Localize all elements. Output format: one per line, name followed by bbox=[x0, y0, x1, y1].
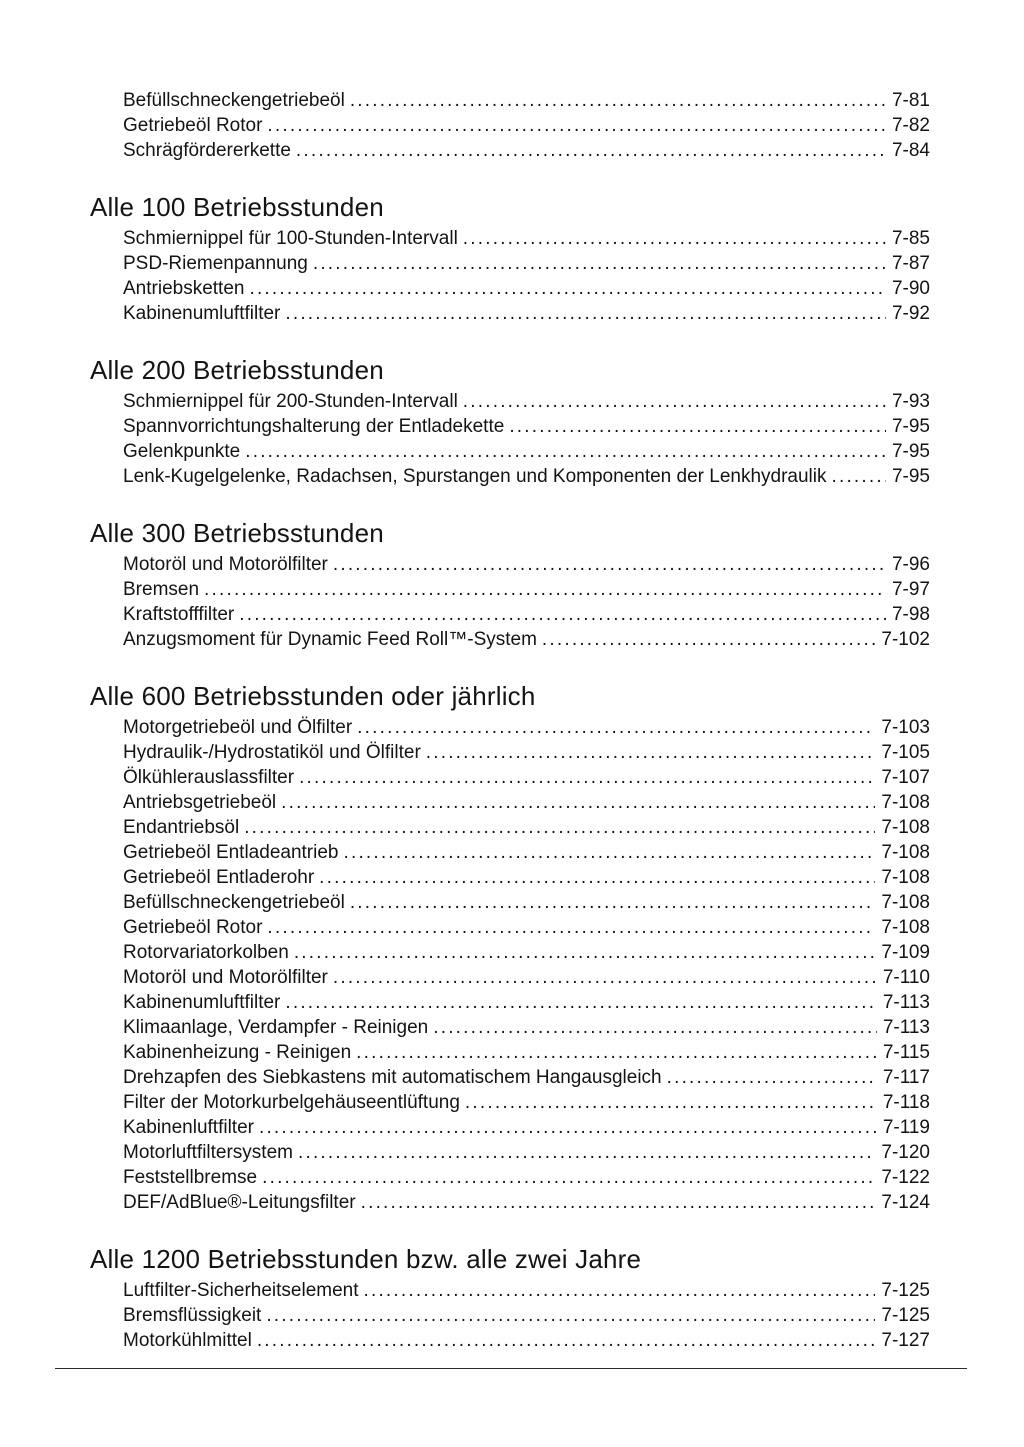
dot-leader bbox=[267, 915, 875, 940]
toc-entry bbox=[90, 1015, 930, 1040]
entry-label: DEF/AdBlue®-Leitungsfilter bbox=[123, 1192, 356, 1213]
entry-page-number: 7-90 bbox=[891, 278, 930, 299]
toc-entry bbox=[90, 965, 930, 990]
toc-entry bbox=[90, 740, 930, 765]
dot-leader bbox=[343, 840, 875, 865]
table-of-contents bbox=[90, 88, 930, 1353]
dot-leader bbox=[356, 1040, 877, 1065]
dot-leader bbox=[667, 1065, 877, 1090]
section-heading: Alle 300 Betriebsstunden bbox=[90, 518, 384, 548]
dot-leader bbox=[357, 715, 875, 740]
toc-entry bbox=[90, 439, 930, 464]
dot-leader bbox=[333, 965, 877, 990]
entry-label: PSD-Riemenpannung bbox=[123, 253, 308, 274]
toc-entry bbox=[90, 389, 930, 414]
entry-label: Motorgetriebeöl und Ölfilter bbox=[123, 717, 353, 738]
toc-entry bbox=[90, 627, 930, 652]
dot-leader bbox=[350, 890, 876, 915]
entry-label: Lenk-Kugelgelenke, Radachsen, Spurstangen und Komponenten der Lenkhydraulik bbox=[123, 466, 827, 487]
toc-entry bbox=[90, 464, 930, 489]
dot-leader bbox=[259, 1115, 877, 1140]
entry-page-number: 7-105 bbox=[881, 742, 930, 763]
entry-page-number: 7-125 bbox=[881, 1305, 930, 1326]
entry-label: Hydraulik-/Hydrostatiköl und Ölfilter bbox=[123, 742, 421, 763]
entry-page-number: 7-108 bbox=[881, 792, 930, 813]
entry-label: Schrägfördererkette bbox=[123, 140, 291, 161]
entry-label: Gelenkpunkte bbox=[123, 441, 241, 462]
toc-entry bbox=[90, 865, 930, 890]
toc-entry bbox=[90, 88, 930, 113]
toc-entry bbox=[90, 577, 930, 602]
entry-page-number: 7-95 bbox=[891, 441, 930, 462]
entry-label: Kabinenumluftfilter bbox=[123, 303, 281, 324]
dot-leader bbox=[298, 1140, 875, 1165]
dot-leader bbox=[262, 1165, 875, 1190]
footer-rule bbox=[55, 1368, 967, 1369]
dot-leader bbox=[257, 1328, 876, 1353]
toc-entry bbox=[90, 1278, 930, 1303]
dot-leader bbox=[285, 301, 886, 326]
entry-list bbox=[90, 715, 930, 1215]
dot-leader bbox=[296, 138, 886, 163]
entry-page-number: 7-117 bbox=[882, 1067, 930, 1088]
dot-leader bbox=[426, 740, 876, 765]
toc-entry bbox=[90, 251, 930, 276]
entry-label: Schmiernippel für 200-Stunden-Intervall bbox=[123, 391, 458, 412]
dot-leader bbox=[465, 1090, 877, 1115]
entry-page-number: 7-127 bbox=[881, 1330, 930, 1351]
toc-entry bbox=[90, 1328, 930, 1353]
entry-label: Befüllschneckengetriebeöl bbox=[123, 90, 345, 111]
entry-label: Kabinenheizung - Reinigen bbox=[123, 1042, 352, 1063]
entry-page-number: 7-108 bbox=[881, 917, 930, 938]
entry-page-number: 7-108 bbox=[881, 817, 930, 838]
entry-page-number: 7-119 bbox=[882, 1117, 930, 1138]
entry-page-number: 7-109 bbox=[881, 942, 930, 963]
entry-label: Getriebeöl Rotor bbox=[123, 917, 263, 938]
entry-page-number: 7-110 bbox=[882, 967, 930, 988]
dot-leader bbox=[832, 464, 886, 489]
dot-leader bbox=[299, 765, 875, 790]
toc-entry bbox=[90, 915, 930, 940]
dot-leader bbox=[542, 627, 875, 652]
entry-list bbox=[90, 389, 930, 489]
entry-page-number: 7-108 bbox=[881, 892, 930, 913]
entry-page-number: 7-102 bbox=[881, 629, 930, 650]
toc-entry bbox=[90, 715, 930, 740]
entry-page-number: 7-113 bbox=[882, 1017, 930, 1038]
toc-entry bbox=[90, 1040, 930, 1065]
dot-leader bbox=[319, 865, 875, 890]
toc-entry bbox=[90, 552, 930, 577]
toc-entry bbox=[90, 1140, 930, 1165]
dot-leader bbox=[463, 389, 886, 414]
entry-label: Motoröl und Motorölfilter bbox=[123, 554, 328, 575]
dot-leader bbox=[285, 990, 876, 1015]
toc-entry bbox=[90, 1115, 930, 1140]
toc-entry bbox=[90, 990, 930, 1015]
dot-leader bbox=[204, 577, 886, 602]
toc-entry bbox=[90, 890, 930, 915]
toc-entry bbox=[90, 1090, 930, 1115]
entry-label: Kabinenumluftfilter bbox=[123, 992, 281, 1013]
toc-section bbox=[90, 1243, 930, 1353]
entry-label: Feststellbremse bbox=[123, 1167, 258, 1188]
entry-page-number: 7-122 bbox=[881, 1167, 930, 1188]
entry-label: Bremsen bbox=[123, 579, 200, 600]
dot-leader bbox=[361, 1190, 876, 1215]
toc-entry bbox=[90, 138, 930, 163]
entry-page-number: 7-82 bbox=[891, 115, 930, 136]
entry-label: Anzugsmoment für Dynamic Feed Roll™-System bbox=[123, 629, 537, 650]
entry-label: Klimaanlage, Verdampfer - Reinigen bbox=[123, 1017, 429, 1038]
dot-leader bbox=[364, 1278, 876, 1303]
entry-label: Motoröl und Motorölfilter bbox=[123, 967, 328, 988]
toc-entry bbox=[90, 1165, 930, 1190]
toc-entry bbox=[90, 226, 930, 251]
toc-entry bbox=[90, 276, 930, 301]
entry-page-number: 7-92 bbox=[891, 303, 930, 324]
dot-leader bbox=[245, 439, 886, 464]
dot-leader bbox=[294, 940, 876, 965]
entry-page-number: 7-95 bbox=[891, 466, 930, 487]
entry-page-number: 7-103 bbox=[881, 717, 930, 738]
toc-entry bbox=[90, 815, 930, 840]
dot-leader bbox=[239, 602, 886, 627]
dot-leader bbox=[281, 790, 875, 815]
entry-label: Luftfilter-Sicherheitselement bbox=[123, 1280, 359, 1301]
entry-label: Motorluftfiltersystem bbox=[123, 1142, 293, 1163]
entry-label: Motorkühlmittel bbox=[123, 1330, 252, 1351]
entry-page-number: 7-97 bbox=[891, 579, 930, 600]
entry-page-number: 7-118 bbox=[882, 1092, 930, 1113]
section-heading: Alle 1200 Betriebsstunden bzw. alle zwei Jahre bbox=[90, 1244, 642, 1274]
dot-leader bbox=[463, 226, 886, 251]
section-heading: Alle 200 Betriebsstunden bbox=[90, 355, 384, 385]
toc-entry bbox=[90, 790, 930, 815]
toc-entry bbox=[90, 414, 930, 439]
entry-page-number: 7-96 bbox=[891, 554, 930, 575]
entry-label: Bremsflüssigkeit bbox=[123, 1305, 262, 1326]
entry-page-number: 7-108 bbox=[881, 842, 930, 863]
entry-page-number: 7-95 bbox=[891, 416, 930, 437]
entry-label: Antriebsgetriebeöl bbox=[123, 792, 277, 813]
entry-list bbox=[90, 552, 930, 652]
entry-page-number: 7-115 bbox=[882, 1042, 930, 1063]
toc-section bbox=[90, 88, 930, 163]
toc-entry bbox=[90, 113, 930, 138]
toc-section bbox=[90, 517, 930, 652]
entry-page-number: 7-81 bbox=[891, 90, 930, 111]
entry-list bbox=[90, 88, 930, 163]
dot-leader bbox=[267, 113, 886, 138]
entry-page-number: 7-85 bbox=[891, 228, 930, 249]
entry-page-number: 7-93 bbox=[891, 391, 930, 412]
entry-list bbox=[90, 1278, 930, 1353]
toc-entry bbox=[90, 1065, 930, 1090]
toc-entry bbox=[90, 765, 930, 790]
toc-entry bbox=[90, 1190, 930, 1215]
entry-label: Schmiernippel für 100-Stunden-Intervall bbox=[123, 228, 458, 249]
entry-label: Filter der Motorkurbelgehäuseentlüftung bbox=[123, 1092, 460, 1113]
entry-label: Getriebeöl Rotor bbox=[123, 115, 263, 136]
dot-leader bbox=[433, 1015, 877, 1040]
entry-label: Endantriebsöl bbox=[123, 817, 240, 838]
dot-leader bbox=[244, 815, 875, 840]
dot-leader bbox=[350, 88, 886, 113]
dot-leader bbox=[313, 251, 886, 276]
entry-page-number: 7-125 bbox=[881, 1280, 930, 1301]
entry-page-number: 7-108 bbox=[881, 867, 930, 888]
entry-label: Spannvorrichtungshalterung der Entladekette bbox=[123, 416, 505, 437]
toc-section bbox=[90, 680, 930, 1215]
toc-entry bbox=[90, 840, 930, 865]
entry-page-number: 7-84 bbox=[891, 140, 930, 161]
dot-leader bbox=[249, 276, 886, 301]
entry-page-number: 7-113 bbox=[882, 992, 930, 1013]
entry-page-number: 7-120 bbox=[881, 1142, 930, 1163]
entry-label: Getriebeöl Entladerohr bbox=[123, 867, 315, 888]
entry-label: Kabinenluftfilter bbox=[123, 1117, 254, 1138]
toc-entry bbox=[90, 602, 930, 627]
entry-page-number: 7-98 bbox=[891, 604, 930, 625]
entry-label: Kraftstofffilter bbox=[123, 604, 235, 625]
entry-label: Befüllschneckengetriebeöl bbox=[123, 892, 345, 913]
entry-label: Rotorvariatorkolben bbox=[123, 942, 289, 963]
dot-leader bbox=[333, 552, 886, 577]
toc-entry bbox=[90, 1303, 930, 1328]
entry-label: Drehzapfen des Siebkastens mit automatischem Hangausgleich bbox=[123, 1067, 662, 1088]
toc-section bbox=[90, 191, 930, 326]
entry-page-number: 7-124 bbox=[881, 1192, 930, 1213]
entry-label: Getriebeöl Entladeantrieb bbox=[123, 842, 339, 863]
entry-page-number: 7-87 bbox=[891, 253, 930, 274]
toc-entry bbox=[90, 301, 930, 326]
toc-entry bbox=[90, 940, 930, 965]
toc-section bbox=[90, 354, 930, 489]
dot-leader bbox=[266, 1303, 875, 1328]
entry-list bbox=[90, 226, 930, 326]
section-heading: Alle 600 Betriebsstunden oder jährlich bbox=[90, 681, 536, 711]
entry-label: Ölkühlerauslassfilter bbox=[123, 767, 295, 788]
dot-leader bbox=[509, 414, 886, 439]
section-heading: Alle 100 Betriebsstunden bbox=[90, 192, 384, 222]
entry-label: Antriebsketten bbox=[123, 278, 245, 299]
entry-page-number: 7-107 bbox=[881, 767, 930, 788]
